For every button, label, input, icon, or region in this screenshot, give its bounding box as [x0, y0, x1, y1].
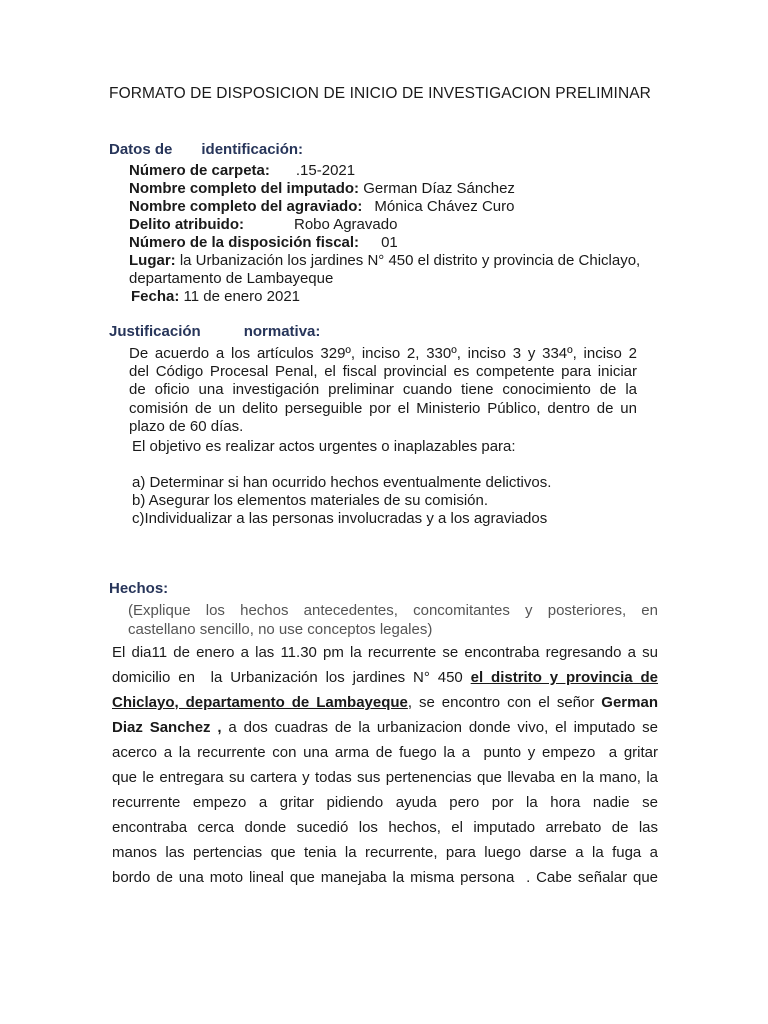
justificacion-line-4: comisión de un delito perseguible por el Ministerio Público, dentro de un [129, 399, 637, 417]
hechos-line-9: manos las pertencias que tenia la recurrente, para luego darse a la fuga a [112, 844, 658, 861]
disposicion-row [129, 234, 398, 252]
lugar-label: Lugar: [129, 252, 176, 269]
hechos-line-4-text: a dos cuadras de la urbanizacion donde vivo, el imputado se [221, 719, 659, 736]
justificacion-line-5: plazo de 60 días. [129, 417, 244, 435]
lugar-row [129, 252, 640, 270]
delito-label: Delito atribuido: [129, 216, 244, 233]
hechos-line-5: acerco a la recurrente con una arma de fuego la a punto y empezo a gritar [112, 744, 658, 761]
imputado-row [129, 180, 515, 198]
hechos-line-2-text: domicilio en la Urbanización los jardines N° 450 [112, 669, 471, 686]
justificacion-paragraph [129, 345, 637, 436]
justificacion-heading-a: Justificación [109, 323, 201, 340]
hechos-line-1: El dia11 de enero a las 11.30 pm la recurrente se encontraba regresando a su [112, 644, 658, 661]
fecha-row [131, 288, 300, 306]
carpeta-label: Número de carpeta: [129, 162, 270, 179]
justificacion-line-1: De acuerdo a los artículos 329º, inciso 2, 330º, inciso 3 y 334º, inciso 2 [129, 345, 637, 362]
justificacion-line-3: de oficio una investigación preliminar cuando tiene conocimiento de la [129, 381, 637, 399]
hechos-heading: Hechos: [109, 580, 169, 597]
identificacion-heading-a: Datos de [109, 141, 173, 158]
delito-value: Robo Agravado [294, 216, 398, 233]
lugar-row-2 [129, 270, 333, 288]
hechos-instructions [128, 601, 658, 639]
justificacion-heading-b: normativa: [243, 323, 321, 340]
hechos-line-3 [112, 694, 658, 711]
hechos-line-10: bordo de una moto lineal que manejaba la misma persona . Cabe señalar que [112, 869, 658, 886]
lugar-value-2: departamento de Lambayeque [129, 270, 334, 287]
fecha-label: Fecha: [131, 288, 180, 305]
hechos-line-6: que le entregara su cartera y todas sus pertenencias que llevaba en la mano, la [112, 769, 658, 786]
agraviado-row [129, 198, 514, 216]
imputado-value: German Díaz Sánchez [363, 180, 515, 197]
hechos-line-2-underlined: el distrito y provincia de [470, 669, 659, 686]
justificacion-line-2: del Código Procesal Penal, el fiscal provincial es competente para iniciar [129, 363, 637, 381]
delito-row [129, 216, 397, 234]
list-item-b: b) Asegurar los elementos materiales de su comisión. [132, 492, 489, 509]
hechos-line-2 [112, 669, 658, 686]
list-item-c: c)Individualizar a las personas involucradas y a los agraviados [132, 510, 548, 527]
hechos-instructions-line-2: castellano sencillo, no use conceptos legales) [128, 621, 433, 638]
identificacion-heading-b: identificación: [201, 141, 304, 158]
hechos-line-3-text: , se encontro con el señor [407, 694, 602, 711]
identificacion-heading [109, 141, 303, 158]
hechos-line-4-name: Diaz Sanchez , [112, 719, 222, 736]
hechos-line-3-underlined: Chiclayo, departamento de Lambayeque [112, 694, 408, 711]
carpeta-row [129, 162, 355, 180]
carpeta-value: .15-2021 [295, 162, 356, 179]
agraviado-label: Nombre completo del agraviado: [129, 198, 363, 215]
fecha-value: 11 de enero 2021 [183, 288, 301, 305]
disposicion-label: Número de la disposición fiscal: [129, 234, 360, 251]
disposicion-value: 01 [381, 234, 398, 251]
lugar-value-1: la Urbanización los jardines N° 450 el distrito y provincia de Chiclayo, [179, 252, 641, 269]
hechos-line-8: encontraba cerca donde sucedió los hechos, el imputado arrebato de las [112, 819, 658, 836]
document-title: FORMATO DE DISPOSICION DE INICIO DE INVESTIGACION PRELIMINAR [109, 85, 651, 102]
hechos-line-7: recurrente empezo a gritar pidiendo ayuda pero por la hora nadie se [112, 794, 658, 811]
objetivo-text: El objetivo es realizar actos urgentes o inaplazables para: [132, 438, 516, 455]
imputado-label: Nombre completo del imputado: [129, 180, 360, 197]
list-item-a: a) Determinar si han ocurrido hechos eventualmente delictivos. [132, 474, 552, 491]
hechos-line-4 [112, 719, 658, 736]
hechos-instructions-line-1: (Explique los hechos antecedentes, concomitantes y posteriores, en [128, 602, 658, 619]
justificacion-heading [109, 323, 320, 340]
agraviado-value: Mónica Chávez Curo [374, 198, 515, 215]
hechos-line-3-name: German [601, 694, 658, 711]
